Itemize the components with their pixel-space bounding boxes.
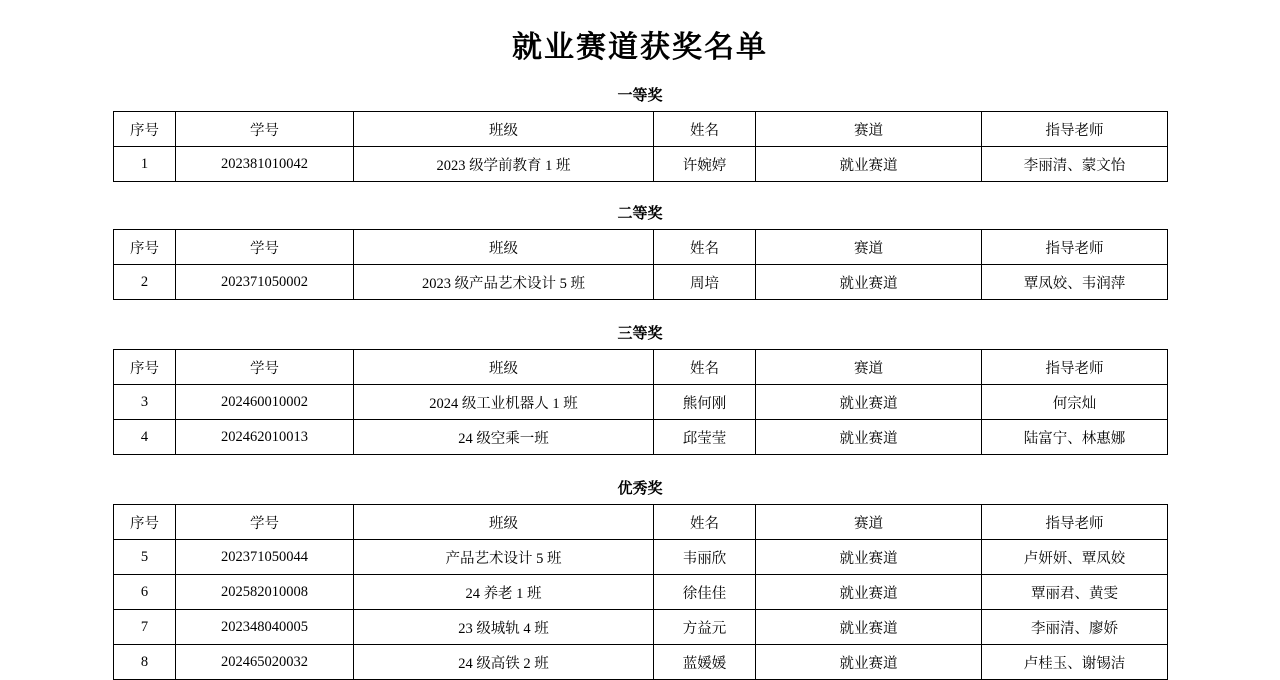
column-header-tutor: 指导老师	[982, 350, 1168, 385]
cell-no: 1	[114, 147, 176, 182]
table-row	[114, 147, 1168, 182]
column-header-class: 班级	[354, 350, 654, 385]
award-section-first-prize	[113, 84, 1167, 182]
column-header-tutor: 指导老师	[982, 505, 1168, 540]
column-header-track: 赛道	[756, 112, 982, 147]
column-header-student-id: 学号	[176, 112, 354, 147]
cell-student-id: 202381010042	[176, 147, 354, 182]
column-header-tutor: 指导老师	[982, 230, 1168, 265]
column-header-name: 姓名	[654, 350, 756, 385]
cell-student-id: 202582010008	[176, 575, 354, 610]
table-header-row	[114, 505, 1168, 540]
cell-track: 就业赛道	[756, 420, 982, 455]
cell-student-id: 202371050002	[176, 265, 354, 300]
awards-table	[113, 349, 1168, 455]
cell-tutor: 卢桂玉、谢锡洁	[982, 645, 1168, 680]
document-page	[0, 22, 1280, 672]
cell-class: 2024 级工业机器人 1 班	[354, 385, 654, 420]
cell-no: 2	[114, 265, 176, 300]
cell-name: 邱莹莹	[654, 420, 756, 455]
cell-class: 24 级高铁 2 班	[354, 645, 654, 680]
column-header-class: 班级	[354, 505, 654, 540]
cell-name: 熊何刚	[654, 385, 756, 420]
cell-tutor: 陆富宁、林惠娜	[982, 420, 1168, 455]
column-header-name: 姓名	[654, 112, 756, 147]
table-header-row	[114, 112, 1168, 147]
cell-track: 就业赛道	[756, 610, 982, 645]
cell-class: 2023 级产品艺术设计 5 班	[354, 265, 654, 300]
table-row	[114, 610, 1168, 645]
column-header-track: 赛道	[756, 230, 982, 265]
cell-tutor: 何宗灿	[982, 385, 1168, 420]
cell-no: 8	[114, 645, 176, 680]
cell-no: 4	[114, 420, 176, 455]
page-title: 就业赛道获奖名单	[512, 30, 768, 65]
cell-name: 方益元	[654, 610, 756, 645]
cell-track: 就业赛道	[756, 540, 982, 575]
cell-class: 2023 级学前教育 1 班	[354, 147, 654, 182]
cell-class: 产品艺术设计 5 班	[354, 540, 654, 575]
award-section-excellence-prize	[113, 477, 1167, 680]
cell-student-id: 202462010013	[176, 420, 354, 455]
cell-track: 就业赛道	[756, 265, 982, 300]
column-header-student-id: 学号	[176, 230, 354, 265]
table-row	[114, 265, 1168, 300]
awards-table	[113, 504, 1168, 680]
cell-student-id: 202348040005	[176, 610, 354, 645]
awards-table	[113, 111, 1168, 182]
section-title: 优秀奖	[617, 480, 663, 497]
column-header-student-id: 学号	[176, 505, 354, 540]
cell-tutor: 李丽清、廖娇	[982, 610, 1168, 645]
table-row	[114, 645, 1168, 680]
column-header-name: 姓名	[654, 230, 756, 265]
column-header-student-id: 学号	[176, 350, 354, 385]
cell-track: 就业赛道	[756, 385, 982, 420]
cell-student-id: 202460010002	[176, 385, 354, 420]
cell-class: 24 养老 1 班	[354, 575, 654, 610]
table-row	[114, 575, 1168, 610]
cell-class: 23 级城轨 4 班	[354, 610, 654, 645]
cell-tutor: 覃凤姣、韦润萍	[982, 265, 1168, 300]
column-header-track: 赛道	[756, 350, 982, 385]
column-header-track: 赛道	[756, 505, 982, 540]
column-header-name: 姓名	[654, 505, 756, 540]
column-header-no: 序号	[114, 350, 176, 385]
section-title: 一等奖	[617, 87, 663, 104]
cell-tutor: 覃丽君、黄雯	[982, 575, 1168, 610]
award-section-third-prize	[113, 322, 1167, 455]
table-row	[114, 420, 1168, 455]
awards-table	[113, 229, 1168, 300]
cell-tutor: 卢妍妍、覃凤姣	[982, 540, 1168, 575]
table-row	[114, 385, 1168, 420]
table-header-row	[114, 230, 1168, 265]
cell-name: 徐佳佳	[654, 575, 756, 610]
cell-no: 6	[114, 575, 176, 610]
cell-name: 韦丽欣	[654, 540, 756, 575]
cell-track: 就业赛道	[756, 147, 982, 182]
cell-name: 周培	[654, 265, 756, 300]
column-header-tutor: 指导老师	[982, 112, 1168, 147]
column-header-no: 序号	[114, 230, 176, 265]
column-header-no: 序号	[114, 112, 176, 147]
column-header-class: 班级	[354, 230, 654, 265]
cell-track: 就业赛道	[756, 575, 982, 610]
cell-student-id: 202465020032	[176, 645, 354, 680]
cell-name: 蓝媛媛	[654, 645, 756, 680]
column-header-no: 序号	[114, 505, 176, 540]
column-header-class: 班级	[354, 112, 654, 147]
cell-no: 5	[114, 540, 176, 575]
table-row	[114, 540, 1168, 575]
section-title: 三等奖	[617, 325, 663, 342]
award-section-second-prize	[113, 202, 1167, 300]
cell-no: 3	[114, 385, 176, 420]
cell-name: 许婉婷	[654, 147, 756, 182]
cell-tutor: 李丽清、蒙文怡	[982, 147, 1168, 182]
cell-track: 就业赛道	[756, 645, 982, 680]
cell-student-id: 202371050044	[176, 540, 354, 575]
table-header-row	[114, 350, 1168, 385]
section-title: 二等奖	[617, 205, 663, 222]
cell-no: 7	[114, 610, 176, 645]
cell-class: 24 级空乘一班	[354, 420, 654, 455]
